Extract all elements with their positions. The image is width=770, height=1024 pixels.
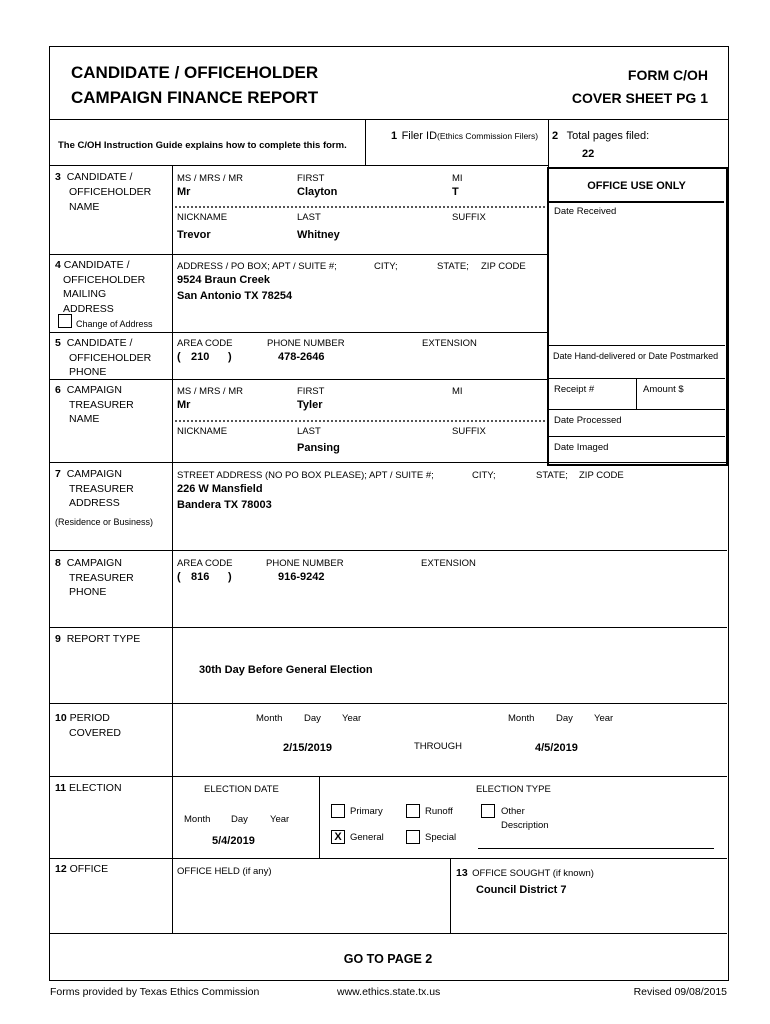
footer-center: www.ethics.state.tx.us (337, 986, 441, 998)
period-to-date[interactable]: 4/5/2019 (535, 742, 578, 754)
section-8-label: 8 CAMPAIGN TREASURER PHONE (55, 557, 134, 598)
cover-sheet-label: COVER SHEET PG 1 (571, 90, 708, 106)
section-11-label: 11 ELECTION (55, 782, 122, 794)
treasurer-first-name[interactable]: Tyler (297, 399, 323, 411)
office-sought-label: 13 OFFICE SOUGHT (if known) (456, 867, 594, 879)
footer-right: Revised 09/08/2015 (633, 986, 727, 998)
office-held-label: OFFICE HELD (if any) (177, 866, 272, 877)
footer-left: Forms provided by Texas Ethics Commission (50, 986, 260, 998)
treasurer-address-line1[interactable]: 226 W Mansfield (177, 483, 263, 495)
change-of-address-checkbox[interactable] (58, 314, 72, 328)
receipt-label: Receipt # (554, 384, 595, 395)
section-7-label: 7 CAMPAIGN TREASURER ADDRESS (55, 468, 134, 509)
candidate-last-name[interactable]: Whitney (297, 229, 340, 241)
candidate-nickname[interactable]: Trevor (177, 229, 211, 241)
runoff-checkbox[interactable] (406, 804, 420, 818)
section-10-label: 10 PERIOD COVERED (55, 712, 121, 739)
treasurer-prefix[interactable]: Mr (177, 399, 191, 411)
treasurer-area-code[interactable]: 816 (191, 571, 210, 583)
form-name: FORM C/OH (627, 67, 708, 83)
date-received-label: Date Received (554, 206, 617, 217)
special-checkbox[interactable] (406, 830, 420, 844)
candidate-first-name[interactable]: Clayton (297, 186, 338, 198)
other-description-line[interactable] (478, 848, 714, 849)
report-type-value[interactable]: 30th Day Before General Election (199, 664, 373, 676)
section-9-label: 9 REPORT TYPE (55, 633, 141, 645)
filer-id-label: 1 Filer ID(Ethics Commission Filers) (391, 130, 539, 142)
period-through-label: THROUGH (414, 741, 463, 752)
primary-checkbox[interactable] (331, 804, 345, 818)
candidate-phone[interactable]: 478-2646 (278, 351, 325, 363)
candidate-address-line1[interactable]: 9524 Braun Creek (177, 274, 270, 286)
go-to-page-2: GO TO PAGE 2 (343, 952, 433, 966)
section-3-label: 3 CANDIDATE / OFFICEHOLDER NAME (55, 171, 152, 213)
instruction-text: The C/OH Instruction Guide explains how to complete this form. (58, 140, 347, 151)
change-of-address-label: Change of Address (76, 319, 153, 329)
general-checkbox[interactable]: X (331, 830, 345, 844)
treasurer-phone[interactable]: 916-9242 (278, 571, 325, 583)
candidate-prefix[interactable]: Mr (177, 186, 191, 198)
total-pages-value[interactable]: 22 (582, 148, 595, 160)
office-sought-value[interactable]: Council District 7 (476, 884, 567, 896)
candidate-address-line2[interactable]: San Antonio TX 78254 (177, 290, 293, 302)
period-from-date[interactable]: 2/15/2019 (283, 742, 332, 754)
date-processed-label: Date Processed (554, 415, 622, 426)
form-title-1: CANDIDATE / OFFICEHOLDER (71, 63, 319, 82)
candidate-mi[interactable]: T (452, 186, 459, 198)
section-4-label: 4 CANDIDATE / OFFICEHOLDER MAILING ADDRESS (55, 259, 146, 315)
section-5-label: 5 CANDIDATE / OFFICEHOLDER PHONE (55, 337, 152, 378)
election-date-value[interactable]: 5/4/2019 (212, 835, 255, 847)
section-6-label: 6 CAMPAIGN TREASURER NAME (55, 384, 134, 425)
total-pages-label: 2 Total pages filed: (552, 130, 650, 142)
date-hand-delivered-label: Date Hand-delivered or Date Postmarked (553, 351, 719, 361)
section-12-label: 12 OFFICE (55, 863, 109, 875)
other-checkbox[interactable] (481, 804, 495, 818)
form-title-2: CAMPAIGN FINANCE REPORT (71, 88, 319, 107)
amount-label: Amount $ (643, 384, 684, 395)
candidate-area-code[interactable]: 210 (191, 351, 210, 363)
treasurer-address-line2[interactable]: Bandera TX 78003 (177, 499, 272, 511)
office-use-title: OFFICE USE ONLY (587, 180, 686, 192)
treasurer-last-name[interactable]: Pansing (297, 442, 340, 454)
date-imaged-label: Date Imaged (554, 442, 609, 453)
